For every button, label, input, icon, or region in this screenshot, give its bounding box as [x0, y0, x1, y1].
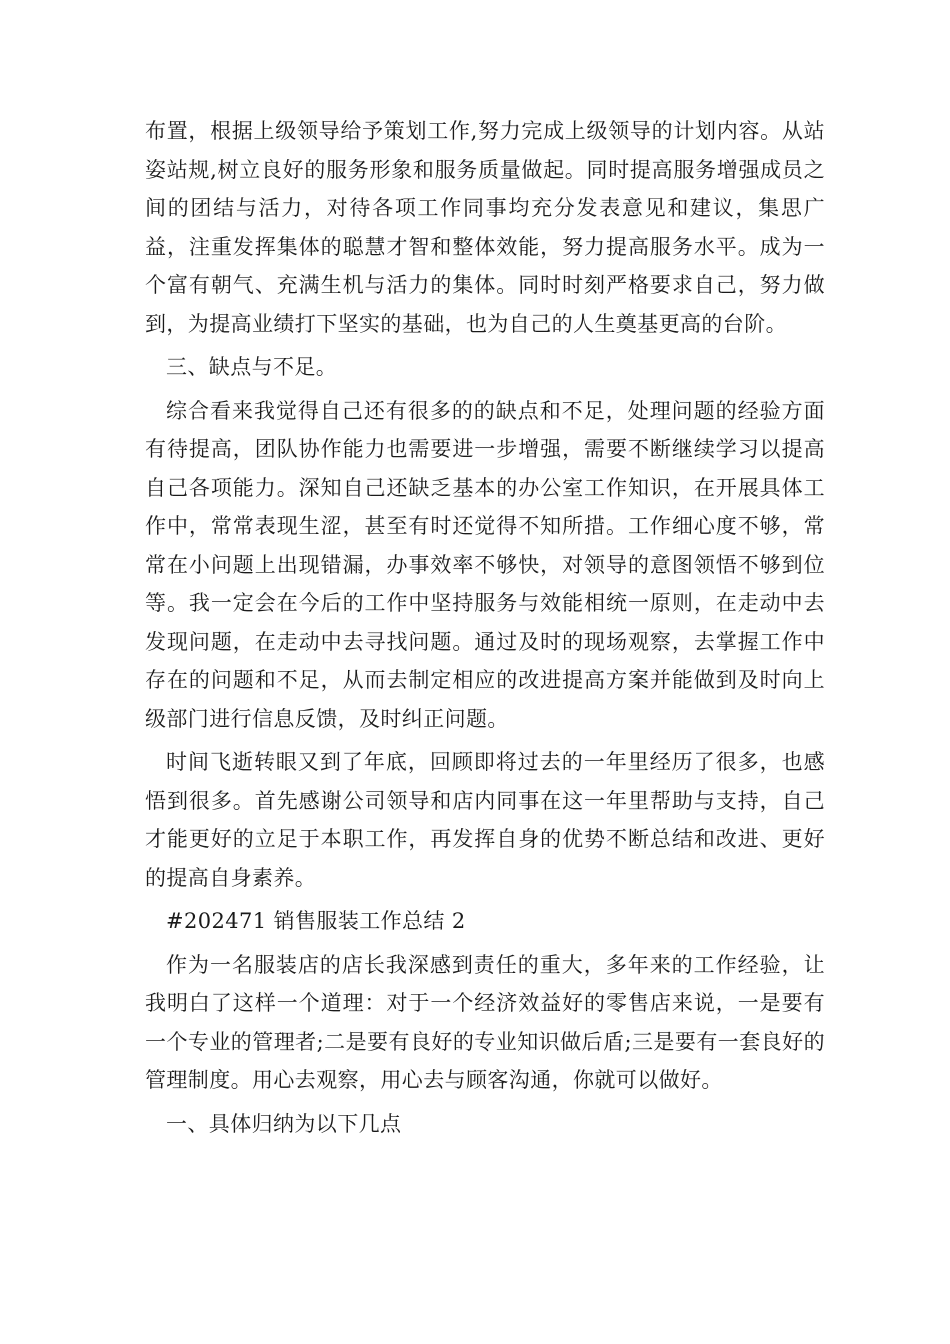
paragraph-store-manager: 作为一名服装店的店长我深感到责任的重大，多年来的工作经验，让我明白了这样一个道理：对于一个经济效益好的零售店来说，一是要有一个专业的管理者;二是要有良好的专业知识做后盾;三是要有一套良好的管理制度。用心去观察，用心去与顾客沟通，你就可以做好。 — [145, 952, 825, 1092]
section-heading-summary-points: 一、具体归纳为以下几点 — [166, 1111, 402, 1136]
document-body — [145, 112, 825, 1148]
paragraph-service-layout: 布置，根据上级领导给予策划工作,努力完成上级领导的计划内容。从站姿站规,树立良好的服务形象和服务质量做起。同时提高服务增强成员之间的团结与活力，对待各项工作同事均充分发表意见和建议，集思广益，注重发挥集体的聪慧才智和整体效能，努力提高服务水平。成为一个富有朝气、充满生机与活力的集体。同时时刻严格要求自己，努力做到，为提高业绩打下坚实的基础，也为自己的人生奠基更高的台阶。 — [145, 119, 825, 336]
document-subtitle: #202471 销售服装工作总结 2 — [166, 909, 466, 933]
paragraph-shortcomings: 综合看来我觉得自己还有很多的的缺点和不足，处理问题的经验方面有待提高，团队协作能力也需要进一步增强，需要不断继续学习以提高自己各项能力。深知自己还缺乏基本的办公室工作知识，在开展具体工作中，常常表现生涩，甚至有时还觉得不知所措。工作细心度不够，常常在小问题上出现错漏，办事效率不够快，对领导的意图领悟不够到位等。我一定会在今后的工作中坚持服务与效能相统一原则，在走动中去发现问题，在走动中去寻找问题。通过及时的现场观察，去掌握工作中存在的问题和不足，从而去制定相应的改进提高方案并能做到及时向上级部门进行信息反馈，及时纠正问题。 — [145, 398, 825, 731]
section-heading-shortcomings: 三、缺点与不足。 — [166, 355, 338, 379]
paragraph-year-review: 时间飞逝转眼又到了年底，回顾即将过去的一年里经历了很多，也感悟到很多。首先感谢公司领导和店内同事在这一年里帮助与支持，自己才能更好的立足于本职工作，再发挥自身的优势不断总结和改进、更好的提高自身素养。 — [145, 750, 825, 890]
